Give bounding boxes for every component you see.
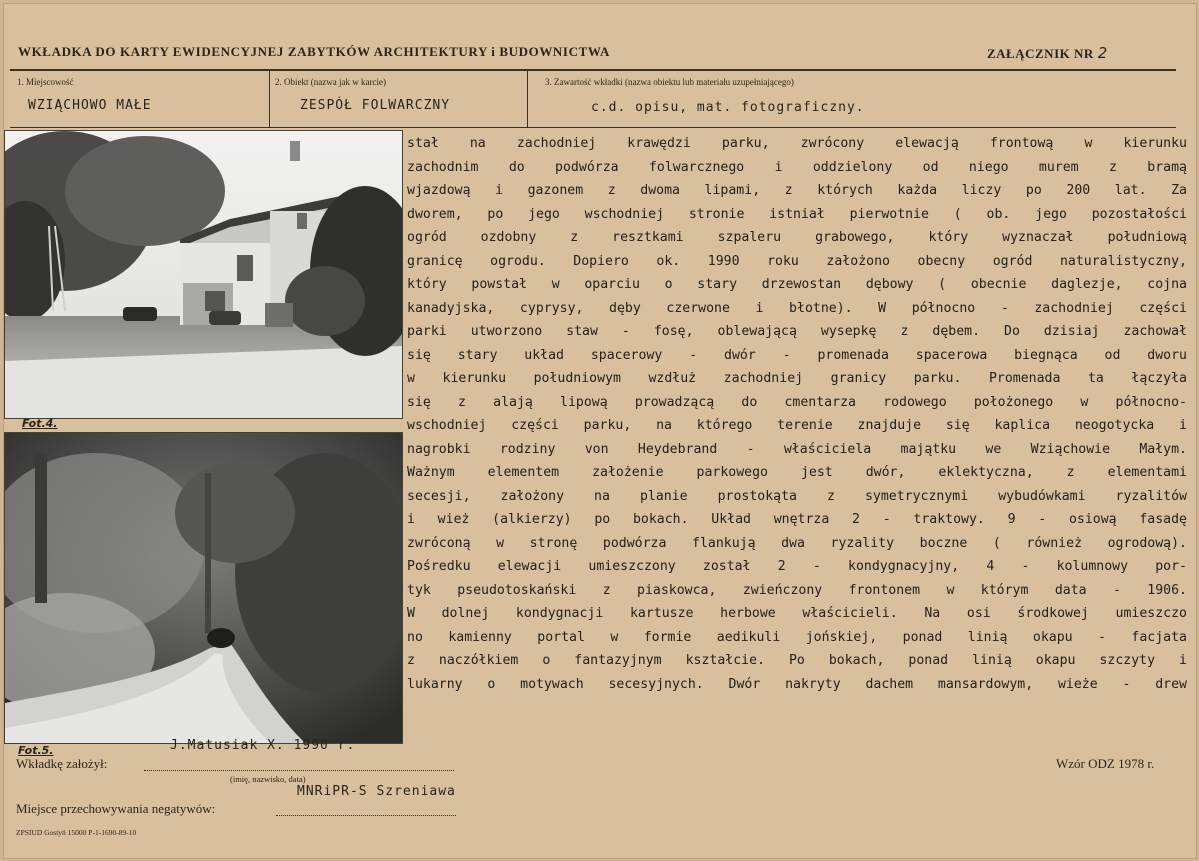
content-label: 3. Zawartość wkładki (nazwa obiektu lub materiału uzupełniającego): [545, 77, 794, 87]
author-typed: J.Matusiak X. 1990 r.: [170, 738, 356, 753]
object-value: ZESPÓŁ FOLWARCZNY: [300, 98, 451, 113]
description-line: W dolnej kondygnacji kartusze herbowe właścicieli. Na osi środkowej umieszczo: [407, 606, 1187, 621]
description-line: który powstał w oparciu o stary drzewostan dębowy ( obecnie daglezje, cojna: [407, 277, 1187, 292]
fields-rule: [10, 127, 1176, 128]
description-line: granicę ogrodu. Dopiero ok. 1990 roku założono obecny ogród naturalistyczny,: [407, 253, 1187, 269]
description-line: dworem, po jego wschodniej stronie istniał pierwotnie ( ob. jego pozostałości: [407, 206, 1187, 222]
place-value: WZIĄCHOWO MAŁE: [28, 98, 152, 113]
field-divider-2: [527, 71, 528, 127]
description-line: tyk pseudotoskański z piaskowca, zwieńczony frontonem w którym data - 1906.: [407, 582, 1187, 598]
description-line: kanadyjska, cyprysy, dęby czerwone i błotne). W północno - zachodniej części: [407, 300, 1187, 316]
description-line: nagrobki rodziny von Heydebrand - właściciela majątku we Wziąchowie Małym.: [407, 441, 1187, 457]
description-text: [407, 132, 1187, 696]
card-title: WKŁADKA DO KARTY EWIDENCYJNEJ ZABYTKÓW ARCHITEKTURY i BUDOWNICTWA: [18, 44, 610, 59]
header-rule: [10, 69, 1176, 71]
description-line: się z alają lipową prowadzącą do cmentarza rodowego położonego w północno-: [407, 394, 1187, 410]
place-label: 1. Miejscowość: [17, 77, 74, 87]
object-label: 2. Obiekt (nazwa jak w karcie): [275, 77, 386, 87]
annex-number: 2: [1097, 44, 1108, 62]
photo-manor-house: [4, 130, 403, 419]
negatives-label: Miejsce przechowywania negatywów:: [16, 801, 216, 816]
field-divider-1: [269, 71, 270, 127]
description-line: ogród ozdobny z resztkami szpaleru grabowego, który wyznaczał południową: [407, 230, 1187, 245]
description-line: z naczółkiem o fantazyjnym kształcie. Po bokach, ponad linią okapu szczyty i: [407, 653, 1187, 668]
description-line: no kamienny portal w formie aedikuli jońskiej, ponad linią okapu - facjata: [407, 629, 1187, 645]
content-value: c.d. opisu, mat. fotograficzny.: [591, 100, 865, 115]
description-line: stał na zachodniej krawędzi parku, zwrócony elewacją frontową w kierunku: [407, 136, 1187, 151]
annex-label: [987, 44, 1108, 62]
description-line: Pośredku elewacji umieszczony został 2 - kondygnacyjny, 4 - kolumnowy por-: [407, 559, 1187, 574]
annex-label-text: ZAŁĄCZNIK NR: [987, 46, 1094, 61]
negatives-typed: MNRiPR-S Szreniawa: [297, 784, 456, 799]
author-label: Wkładkę założył:: [16, 756, 108, 771]
photo1-caption: Fot.4.: [22, 417, 58, 430]
description-line: się stary układ spacerowy - dwór - promenada spacerowa biegnąca od dworu: [407, 347, 1187, 363]
inventory-card: [3, 3, 1197, 859]
description-line: Ważnym elementem założenie parkowego jest dwór, eklektyczna, z elementami: [407, 465, 1187, 480]
description-line: secesji, założony na planie prostokąta z symetrycznymi wybudówkami ryzalitów: [407, 488, 1187, 504]
description-line: parki utworzono staw - fosę, oblewającą wysepkę z dębem. Do dzisiaj zachował: [407, 324, 1187, 339]
description-line: wjazdową i gazonem z dwoma lipami, z których każda liczy po 200 lat. Za: [407, 183, 1187, 198]
description-line: zwróconą w stronę podwórza flankują dwa ryzality boczne ( również ogrodową).: [407, 535, 1187, 551]
park-path-image: [5, 433, 402, 743]
printer-imprint: ZPSIUD Gostyń 15000 P-1-1690-89-10: [16, 828, 137, 837]
description-line: zachodnim do podwórza folwarcznego i oddzielony od niego murem z bramą: [407, 159, 1187, 175]
description-line: wschodniej części parku, na którego terenie znajduje się kaplica neogotycka i: [407, 418, 1187, 433]
form-code: Wzór ODZ 1978 r.: [1056, 756, 1155, 771]
photo-park-path: [4, 432, 403, 744]
photo2-caption: Fot.5.: [18, 744, 54, 757]
description-line: w kierunku południowym wzdłuż zachodniej granicy parku. Promenada ta łączyła: [407, 371, 1187, 386]
description-line: lukarny o motywach secesyjnych. Dwór nakryty dachem mansardowym, wieże - drew: [407, 676, 1187, 692]
description-line: i wież (alkierzy) po bokach. Układ wnętrza 2 - traktowy. 9 - osiową fasadę: [407, 512, 1187, 527]
author-dotline: [144, 770, 454, 771]
negatives-dotline: [276, 815, 456, 816]
manor-house-image: [5, 131, 402, 418]
author-hint: (imię, nazwisko, data): [230, 774, 306, 784]
